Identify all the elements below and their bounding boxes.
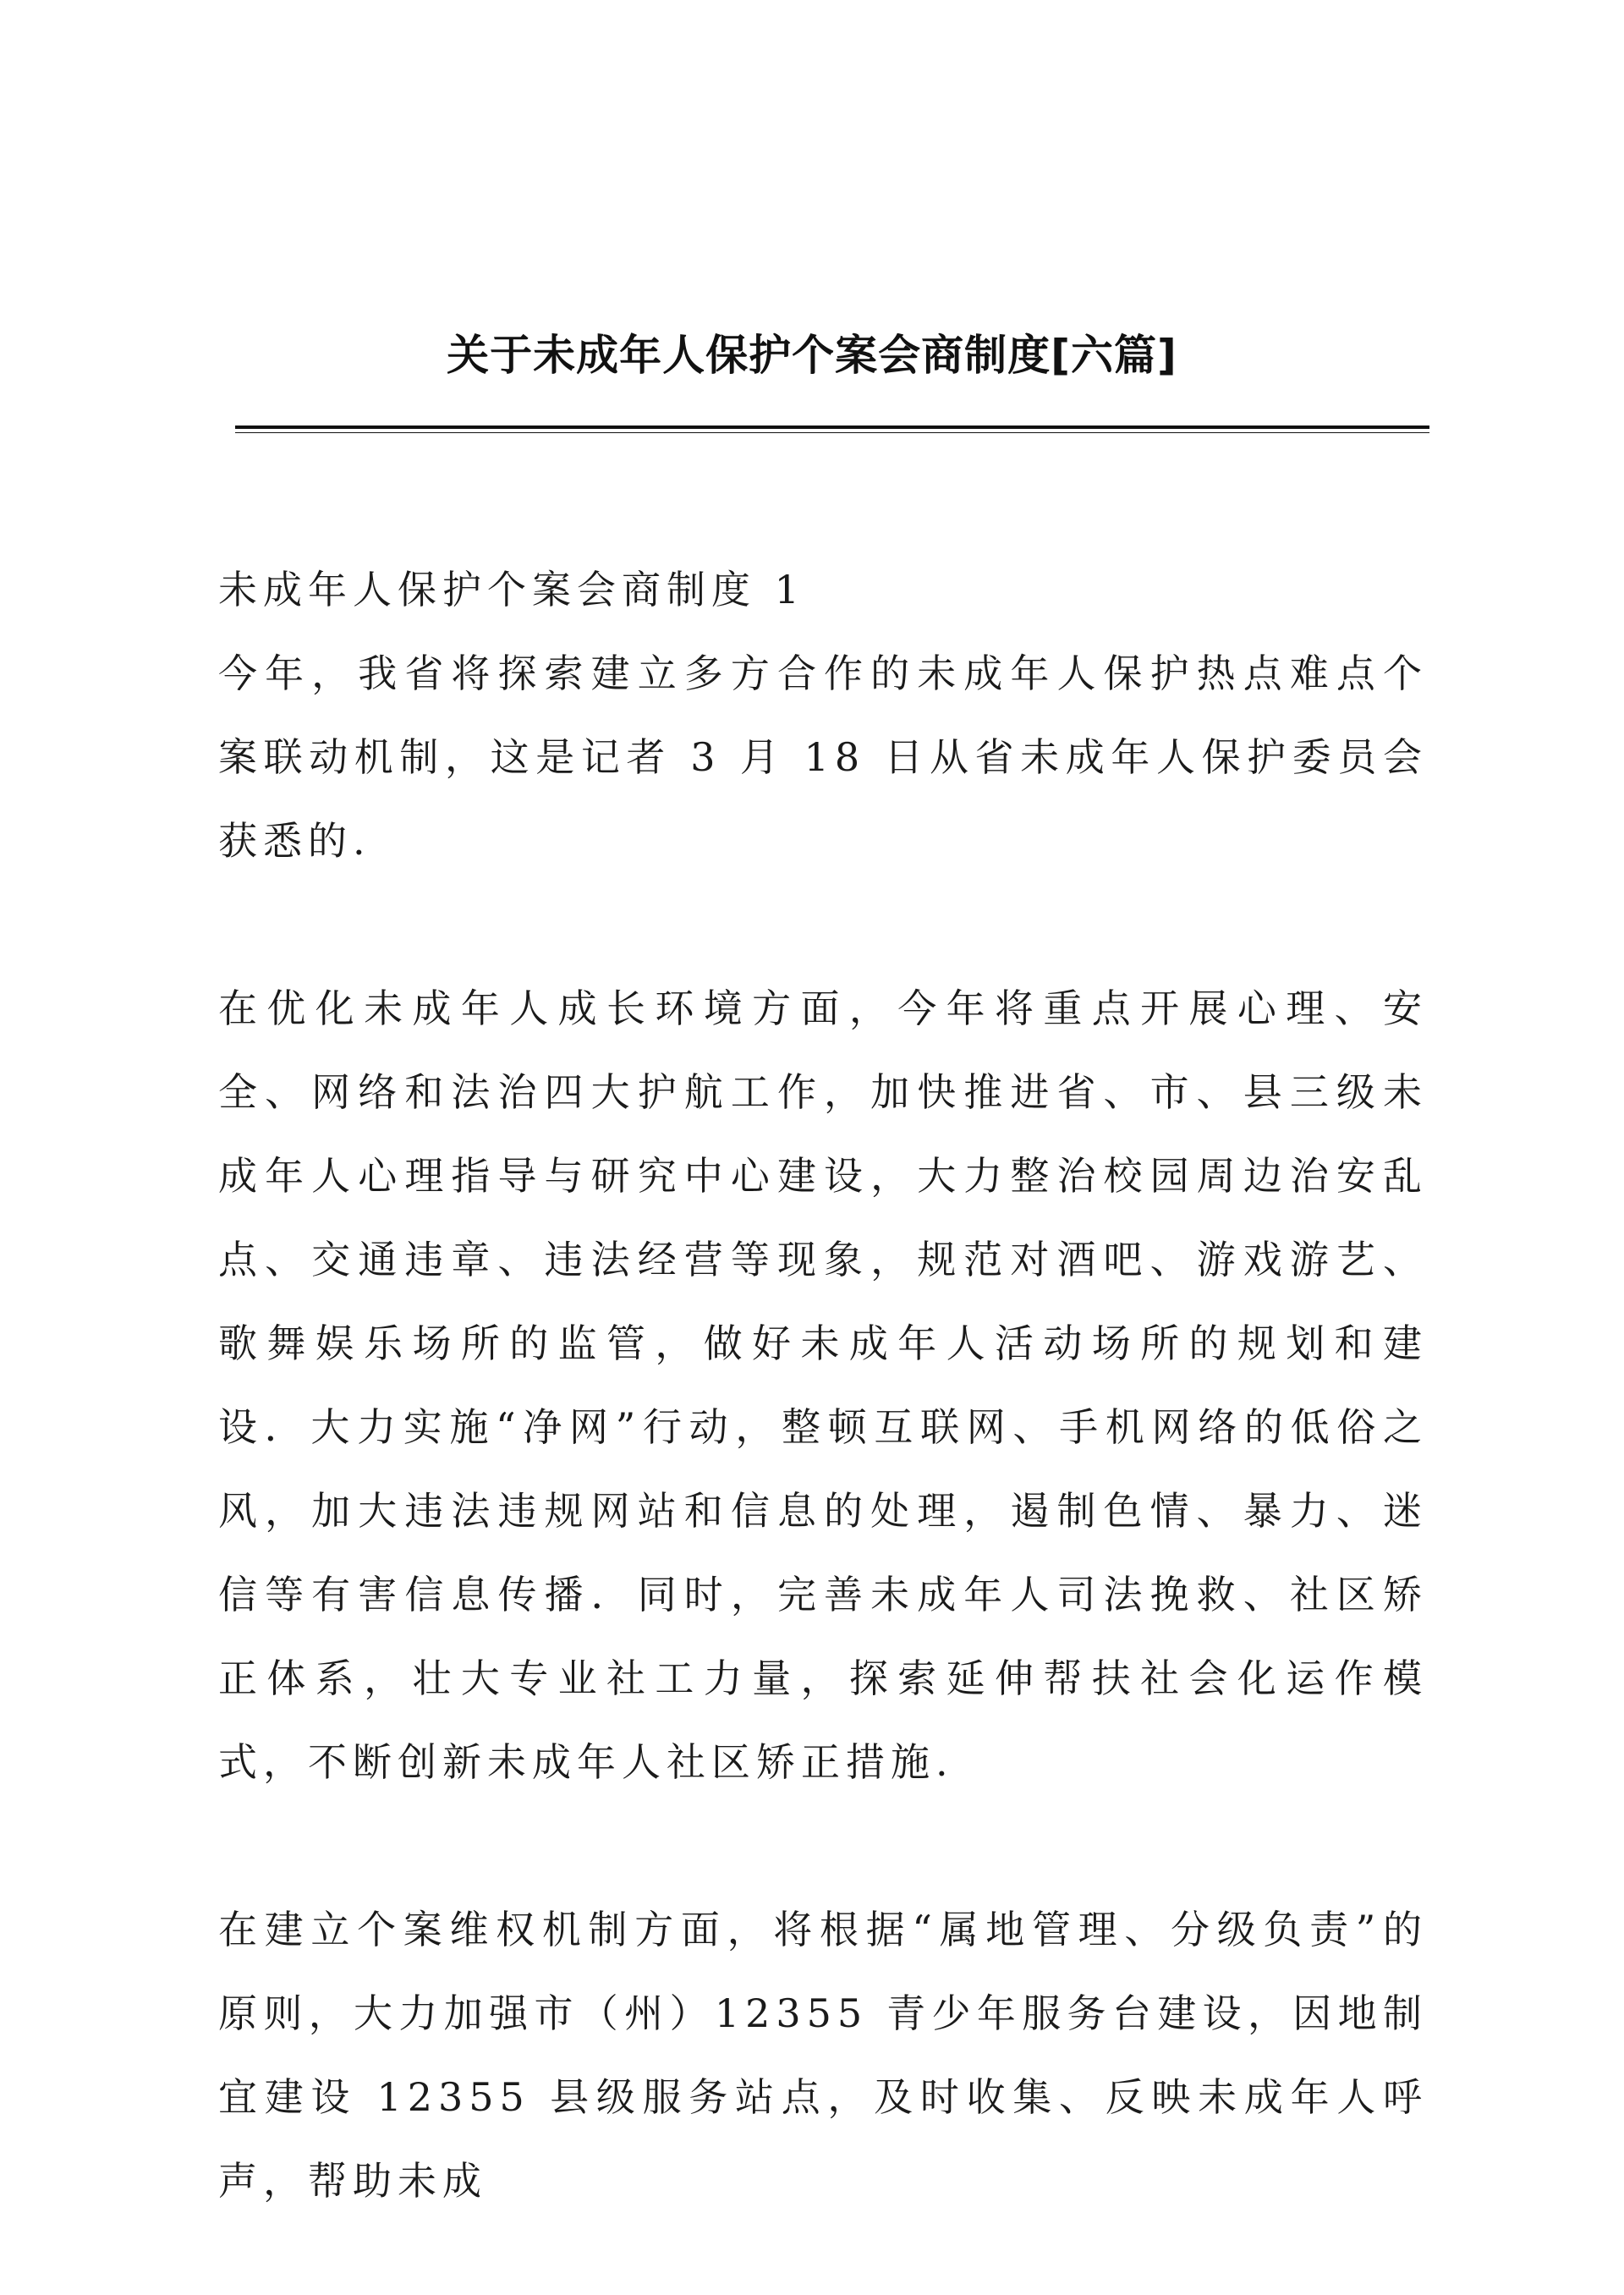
paragraph: 今年，我省将探索建立多方合作的未成年人保护热点难点个案联动机制，这是记者 3 月 18 日从省未成年人保护委员会获悉的. [218, 651, 1428, 864]
title-divider-thick [235, 426, 1429, 429]
paragraph-spacer [218, 1804, 1428, 1888]
section-heading: 未成年人保护个案会商制度 1 [218, 567, 805, 612]
document-title: 关于未成年人保护个案会商制度[六篇] [447, 331, 1177, 380]
paragraph-spacer [218, 883, 1428, 967]
title-divider-thin [235, 432, 1429, 433]
paragraph: 在优化未成年人成长环境方面，今年将重点开展心理、安全、网络和法治四大护航工作，加快推进省、市、县三级未成年人心理指导与研究中心建设，大力整治校园周边治安乱点、交通违章、违法经营等现象，规范对酒吧、游戏游艺、歌舞娱乐场所的监管，做好未成年人活动场所的规划和建设．大力实施“净网”行动，整顿互联网、手机网络的低俗之风，加大违法违规网站和信息的处理，遏制色情、暴力、迷信等有害信息传播．同时，完善未成年人司法挽救、社区矫正体系，壮大专业社工力量，探索延伸帮扶社会化运作模式，不断创新未成年人社区矫正措施. [218, 986, 1428, 1785]
paragraph: 在建立个案维权机制方面，将根据“属地管理、分级负责”的原则，大力加强市（州）12355 青少年服务台建设，因地制宜建设 12355 县级服务站点，及时收集、反映未成年人呼声，帮助未成 [218, 1907, 1428, 2204]
document-body [218, 548, 1428, 2223]
